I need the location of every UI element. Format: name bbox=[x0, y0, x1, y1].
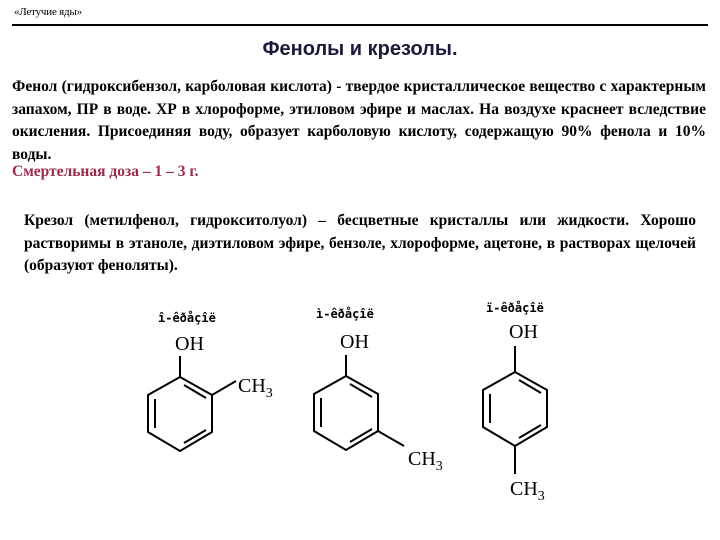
meta-ch3-label: $CH_3$ bbox=[408, 448, 443, 474]
cresol-structures bbox=[0, 290, 720, 540]
page-title: Фенолы и крезолы. bbox=[262, 38, 458, 60]
cresol-paragraph: Крезол (метилфенол, гидрокситолуол) – бесцветные кристаллы или жидкости. Хорошо растворимы в этаноле, диэтиловом эфире, бензоле, хлороформе, ацетоне, в растворах щелочей (образуют феноляты). bbox=[24, 212, 696, 274]
ortho-cresol-structure bbox=[148, 311, 273, 451]
meta-oh-label: OH bbox=[340, 331, 369, 353]
meta-ring bbox=[314, 355, 404, 450]
para-ring bbox=[483, 346, 547, 474]
header-divider bbox=[12, 24, 708, 26]
para-cresol-structure bbox=[483, 301, 547, 504]
ortho-ch3-label: $CH_3$ bbox=[238, 375, 273, 401]
meta-cresol-structure bbox=[314, 307, 443, 474]
para-oh-label: OH bbox=[509, 321, 538, 343]
ortho-oh-label: OH bbox=[175, 333, 204, 355]
phenol-paragraph: Фенол (гидроксибензол, карболовая кислота) - твердое кристаллическое вещество с характерным запахом, ПР в воде. ХР в хлороформе, этиловом эфире и маслах. На воздухе краснеет вследствие окисления. Присоединяя воду, образует карболовую кислоту, содержащую 90% фенола и 10% воды. bbox=[12, 78, 706, 163]
lethal-dose: Смертельная доза – 1 – 3 г. bbox=[12, 163, 199, 180]
para-ch3-label: $CH_3$ bbox=[510, 478, 545, 504]
para-cresol-label: ï-êðåçîë bbox=[486, 301, 544, 315]
ortho-cresol-label: î-êðåçîë bbox=[158, 311, 216, 325]
ortho-ring bbox=[148, 356, 236, 451]
meta-cresol-label: ì-êðåçîë bbox=[316, 307, 374, 321]
header-label: «Летучие яды» bbox=[14, 6, 82, 18]
